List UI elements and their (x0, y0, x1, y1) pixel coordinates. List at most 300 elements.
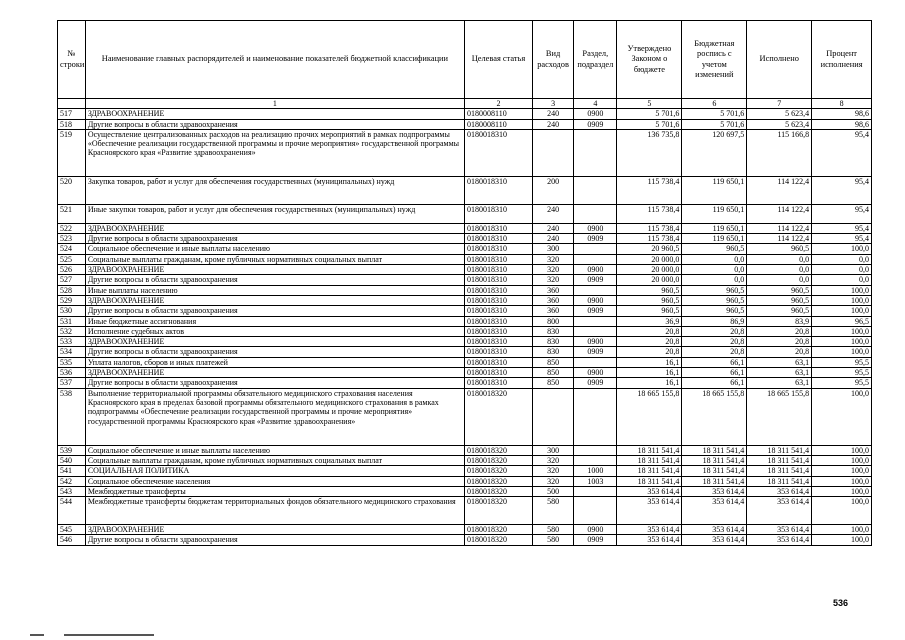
row-expense-type: 850 (532, 368, 573, 378)
row-executed: 63,1 (747, 357, 812, 367)
row-percent: 95,4 (812, 223, 872, 233)
row-percent: 100,0 (812, 525, 872, 535)
row-number: 534 (58, 347, 86, 357)
row-approved: 353 614,4 (617, 486, 682, 496)
row-executed: 5 623,4 (747, 119, 812, 129)
row-target-article: 0180018310 (464, 265, 532, 275)
row-target-article: 0180018310 (464, 244, 532, 254)
row-name: СОЦИАЛЬНАЯ ПОЛИТИКА (85, 466, 464, 476)
row-name: Другие вопросы в области здравоохранения (85, 234, 464, 244)
row-percent: 100,0 (812, 466, 872, 476)
row-name: Иные выплаты населению (85, 285, 464, 295)
row-budget-schedule: 119 650,1 (682, 223, 747, 233)
scan-artifact (64, 634, 154, 636)
table-row (58, 347, 872, 357)
row-section: 0909 (574, 378, 617, 388)
column-number: 4 (574, 99, 617, 109)
row-percent: 95,4 (812, 234, 872, 244)
row-target-article: 0180018320 (464, 486, 532, 496)
table-row (58, 357, 872, 367)
row-target-article: 0180018310 (464, 285, 532, 295)
table-row (58, 535, 872, 545)
row-percent: 95,5 (812, 378, 872, 388)
row-budget-schedule: 20,8 (682, 347, 747, 357)
row-number: 535 (58, 357, 86, 367)
row-expense-type: 240 (532, 234, 573, 244)
row-percent: 0,0 (812, 265, 872, 275)
row-target-article: 0180018320 (464, 466, 532, 476)
table-row (58, 306, 872, 316)
row-budget-schedule: 119 650,1 (682, 234, 747, 244)
row-section: 0900 (574, 368, 617, 378)
row-target-article: 0180018320 (464, 388, 532, 445)
row-budget-schedule: 18 311 541,4 (682, 476, 747, 486)
row-budget-schedule: 353 614,4 (682, 497, 747, 525)
row-section (574, 497, 617, 525)
row-percent: 100,0 (812, 445, 872, 455)
row-executed: 18 311 541,4 (747, 445, 812, 455)
row-expense-type: 320 (532, 254, 573, 264)
row-percent: 100,0 (812, 306, 872, 316)
row-number: 523 (58, 234, 86, 244)
row-section (574, 285, 617, 295)
row-name: Другие вопросы в области здравоохранения (85, 347, 464, 357)
row-name: Исполнение судебных актов (85, 326, 464, 336)
table-row (58, 368, 872, 378)
table-row (58, 525, 872, 535)
row-name: Другие вопросы в области здравоохранения (85, 306, 464, 316)
row-approved: 16,1 (617, 357, 682, 367)
row-section: 0909 (574, 347, 617, 357)
scan-artifact (30, 634, 44, 636)
row-executed: 0,0 (747, 275, 812, 285)
row-section: 0909 (574, 535, 617, 545)
row-budget-schedule: 66,1 (682, 378, 747, 388)
budget-table (57, 20, 872, 546)
row-percent: 95,5 (812, 357, 872, 367)
row-target-article: 0180018320 (464, 535, 532, 545)
row-number: 539 (58, 445, 86, 455)
row-approved: 20,8 (617, 347, 682, 357)
column-number: 5 (617, 99, 682, 109)
table-row (58, 466, 872, 476)
row-expense-type: 240 (532, 204, 573, 223)
row-name: Социальные выплаты гражданам, кроме публичных нормативных социальных выплат (85, 254, 464, 264)
row-target-article: 0180008110 (464, 109, 532, 119)
row-section (574, 455, 617, 465)
row-name: Другие вопросы в области здравоохранения (85, 378, 464, 388)
row-executed: 114 122,4 (747, 204, 812, 223)
table-row (58, 275, 872, 285)
row-name: Другие вопросы в области здравоохранения (85, 119, 464, 129)
row-section (574, 254, 617, 264)
table-row (58, 223, 872, 233)
row-executed: 18 311 541,4 (747, 466, 812, 476)
row-section (574, 129, 617, 176)
row-percent: 95,4 (812, 204, 872, 223)
row-name: ЗДРАВООХРАНЕНИЕ (85, 525, 464, 535)
row-number: 533 (58, 337, 86, 347)
row-section: 0900 (574, 525, 617, 535)
header-row-number: № строки (58, 21, 86, 99)
table-row (58, 176, 872, 204)
row-approved: 115 738,4 (617, 223, 682, 233)
row-number: 526 (58, 265, 86, 275)
row-budget-schedule: 960,5 (682, 295, 747, 305)
table-row (58, 109, 872, 119)
header-expense-type: Вид расходов (532, 21, 573, 99)
row-budget-schedule: 5 701,6 (682, 109, 747, 119)
row-number: 542 (58, 476, 86, 486)
row-name: ЗДРАВООХРАНЕНИЕ (85, 295, 464, 305)
row-approved: 18 311 541,4 (617, 445, 682, 455)
row-section (574, 388, 617, 445)
row-budget-schedule: 20,8 (682, 337, 747, 347)
row-name: ЗДРАВООХРАНЕНИЕ (85, 265, 464, 275)
row-number: 528 (58, 285, 86, 295)
row-name: ЗДРАВООХРАНЕНИЕ (85, 368, 464, 378)
table-row (58, 455, 872, 465)
row-target-article: 0180018310 (464, 275, 532, 285)
table-row (58, 388, 872, 445)
row-expense-type (532, 129, 573, 176)
row-name: Социальное обеспечение населения (85, 476, 464, 486)
row-expense-type: 320 (532, 476, 573, 486)
row-percent: 100,0 (812, 455, 872, 465)
row-section: 0900 (574, 337, 617, 347)
row-approved: 20 000,0 (617, 275, 682, 285)
row-number: 541 (58, 466, 86, 476)
row-target-article: 0180008110 (464, 119, 532, 129)
row-percent: 95,5 (812, 368, 872, 378)
table-row (58, 476, 872, 486)
row-expense-type: 300 (532, 244, 573, 254)
row-percent: 98,6 (812, 109, 872, 119)
header-name: Наименование главных распорядителей и наименование показателей бюджетной классификации (85, 21, 464, 99)
row-target-article: 0180018310 (464, 347, 532, 357)
row-budget-schedule: 20,8 (682, 326, 747, 336)
row-percent: 95,4 (812, 176, 872, 204)
row-percent: 100,0 (812, 285, 872, 295)
row-section (574, 176, 617, 204)
table-row (58, 445, 872, 455)
row-expense-type: 320 (532, 275, 573, 285)
row-number: 538 (58, 388, 86, 445)
row-section: 1000 (574, 466, 617, 476)
row-executed: 63,1 (747, 378, 812, 388)
row-budget-schedule: 66,1 (682, 357, 747, 367)
row-executed: 960,5 (747, 285, 812, 295)
row-percent: 100,0 (812, 388, 872, 445)
row-budget-schedule: 119 650,1 (682, 176, 747, 204)
row-executed: 20,8 (747, 347, 812, 357)
row-section: 0900 (574, 265, 617, 275)
row-approved: 115 738,4 (617, 234, 682, 244)
row-executed: 114 122,4 (747, 176, 812, 204)
row-target-article: 0180018310 (464, 254, 532, 264)
row-expense-type: 850 (532, 357, 573, 367)
row-executed: 63,1 (747, 368, 812, 378)
row-percent: 0,0 (812, 275, 872, 285)
table-row (58, 265, 872, 275)
header-approved: Утверждено Законом о бюджете (617, 21, 682, 99)
row-approved: 16,1 (617, 378, 682, 388)
row-percent: 100,0 (812, 476, 872, 486)
row-name: Закупка товаров, работ и услуг для обеспечения государственных (муниципальных) нужд (85, 176, 464, 204)
row-target-article: 0180018320 (464, 476, 532, 486)
row-approved: 960,5 (617, 306, 682, 316)
row-percent: 100,0 (812, 347, 872, 357)
row-target-article: 0180018320 (464, 525, 532, 535)
table-row (58, 119, 872, 129)
row-name: ЗДРАВООХРАНЕНИЕ (85, 223, 464, 233)
row-number: 527 (58, 275, 86, 285)
row-expense-type: 580 (532, 525, 573, 535)
row-executed: 18 665 155,8 (747, 388, 812, 445)
header-percent: Процент исполнения (812, 21, 872, 99)
row-target-article: 0180018310 (464, 378, 532, 388)
row-section: 0909 (574, 275, 617, 285)
row-number: 518 (58, 119, 86, 129)
row-target-article: 0180018310 (464, 316, 532, 326)
row-target-article: 0180018310 (464, 337, 532, 347)
row-name: ЗДРАВООХРАНЕНИЕ (85, 109, 464, 119)
row-expense-type: 830 (532, 347, 573, 357)
row-section (574, 326, 617, 336)
row-name: Другие вопросы в области здравоохранения (85, 535, 464, 545)
row-budget-schedule: 120 697,5 (682, 129, 747, 176)
row-number: 544 (58, 497, 86, 525)
row-section: 1003 (574, 476, 617, 486)
row-executed: 5 623,4 (747, 109, 812, 119)
header-executed: Исполнено (747, 21, 812, 99)
row-name: Межбюджетные трансферты бюджетам территориальных фондов обязательного медицинского страхования (85, 497, 464, 525)
table-row (58, 285, 872, 295)
table-row (58, 295, 872, 305)
column-number: 8 (812, 99, 872, 109)
row-number: 540 (58, 455, 86, 465)
table-row (58, 378, 872, 388)
row-expense-type: 320 (532, 265, 573, 275)
row-section (574, 357, 617, 367)
row-executed: 353 614,4 (747, 525, 812, 535)
row-executed: 0,0 (747, 254, 812, 264)
row-executed: 353 614,4 (747, 535, 812, 545)
budget-table-sheet (57, 20, 872, 546)
row-number: 525 (58, 254, 86, 264)
row-number: 529 (58, 295, 86, 305)
column-number: 6 (682, 99, 747, 109)
row-budget-schedule: 960,5 (682, 306, 747, 316)
row-name: Уплата налогов, сборов и иных платежей (85, 357, 464, 367)
row-target-article: 0180018310 (464, 234, 532, 244)
row-section (574, 445, 617, 455)
row-section: 0900 (574, 109, 617, 119)
table-row (58, 337, 872, 347)
row-budget-schedule: 86,9 (682, 316, 747, 326)
page-number: 536 (833, 598, 849, 608)
row-approved: 20 960,5 (617, 244, 682, 254)
row-budget-schedule: 18 311 541,4 (682, 455, 747, 465)
table-row (58, 129, 872, 176)
row-percent: 100,0 (812, 337, 872, 347)
row-expense-type: 360 (532, 295, 573, 305)
row-number: 522 (58, 223, 86, 233)
row-budget-schedule: 119 650,1 (682, 204, 747, 223)
row-executed: 83,9 (747, 316, 812, 326)
row-name: Выполнение территориальной программы обязательного медицинского страхования населения Красноярского края в пределах базовой программы обязательного медицинского страхования в рамках подпрограммы «Обеспечение реализации государственной программы и прочие мероприятия» государственной программы Красноярского края «Развитие здравоохранения» (85, 388, 464, 445)
row-percent: 0,0 (812, 254, 872, 264)
row-expense-type: 830 (532, 337, 573, 347)
row-executed: 353 614,4 (747, 486, 812, 496)
table-row (58, 326, 872, 336)
row-name: Другие вопросы в области здравоохранения (85, 275, 464, 285)
table-row (58, 244, 872, 254)
row-approved: 20,8 (617, 337, 682, 347)
row-executed: 115 166,8 (747, 129, 812, 176)
row-target-article: 0180018310 (464, 306, 532, 316)
row-expense-type: 240 (532, 119, 573, 129)
row-name: Социальное обеспечение и иные выплаты населению (85, 445, 464, 455)
row-approved: 115 738,4 (617, 176, 682, 204)
row-executed: 18 311 541,4 (747, 455, 812, 465)
row-target-article: 0180018310 (464, 204, 532, 223)
header-section: Раздел, подраздел (574, 21, 617, 99)
row-target-article: 0180018320 (464, 445, 532, 455)
row-name: Осуществление централизованных расходов на реализацию прочих мероприятий в рамках подпрограммы «Обеспечение реализации государственной программы и прочие мероприятия» государственной программы Красноярского края «Развитие здравоохранения» (85, 129, 464, 176)
row-approved: 16,1 (617, 368, 682, 378)
row-executed: 114 122,4 (747, 223, 812, 233)
row-number: 524 (58, 244, 86, 254)
row-number: 536 (58, 368, 86, 378)
row-percent: 100,0 (812, 244, 872, 254)
row-budget-schedule: 5 701,6 (682, 119, 747, 129)
row-approved: 36,9 (617, 316, 682, 326)
row-budget-schedule: 353 614,4 (682, 535, 747, 545)
table-row (58, 254, 872, 264)
row-executed: 960,5 (747, 295, 812, 305)
row-section (574, 244, 617, 254)
header-budget-schedule: Бюджетная роспись с учетом изменений (682, 21, 747, 99)
row-target-article: 0180018320 (464, 497, 532, 525)
row-target-article: 0180018310 (464, 129, 532, 176)
row-approved: 20,8 (617, 326, 682, 336)
row-number: 519 (58, 129, 86, 176)
row-approved: 18 311 541,4 (617, 455, 682, 465)
row-approved: 5 701,6 (617, 119, 682, 129)
row-percent: 100,0 (812, 326, 872, 336)
row-approved: 20 000,0 (617, 265, 682, 275)
table-row (58, 316, 872, 326)
row-expense-type: 500 (532, 486, 573, 496)
row-approved: 5 701,6 (617, 109, 682, 119)
row-budget-schedule: 18 311 541,4 (682, 445, 747, 455)
row-percent: 95,4 (812, 129, 872, 176)
table-row (58, 486, 872, 496)
row-executed: 20,8 (747, 326, 812, 336)
column-number: 2 (464, 99, 532, 109)
table-row (58, 204, 872, 223)
row-expense-type: 240 (532, 109, 573, 119)
row-approved: 353 614,4 (617, 497, 682, 525)
row-percent: 98,6 (812, 119, 872, 129)
row-expense-type: 580 (532, 535, 573, 545)
row-target-article: 0180018320 (464, 455, 532, 465)
row-target-article: 0180018310 (464, 357, 532, 367)
row-executed: 0,0 (747, 265, 812, 275)
row-budget-schedule: 960,5 (682, 244, 747, 254)
row-expense-type: 320 (532, 466, 573, 476)
column-number: 7 (747, 99, 812, 109)
row-number: 537 (58, 378, 86, 388)
row-target-article: 0180018310 (464, 295, 532, 305)
row-budget-schedule: 353 614,4 (682, 525, 747, 535)
row-target-article: 0180018310 (464, 176, 532, 204)
row-expense-type: 240 (532, 223, 573, 233)
table-header-row (58, 21, 872, 99)
row-target-article: 0180018310 (464, 223, 532, 233)
row-section: 0900 (574, 223, 617, 233)
row-name: Социальное обеспечение и иные выплаты населению (85, 244, 464, 254)
row-approved: 18 311 541,4 (617, 476, 682, 486)
row-name: Иные бюджетные ассигнования (85, 316, 464, 326)
row-section: 0909 (574, 306, 617, 316)
row-approved: 960,5 (617, 295, 682, 305)
row-percent: 100,0 (812, 486, 872, 496)
row-executed: 18 311 541,4 (747, 476, 812, 486)
row-budget-schedule: 0,0 (682, 254, 747, 264)
row-section (574, 486, 617, 496)
row-number: 532 (58, 326, 86, 336)
table-row (58, 497, 872, 525)
row-executed: 960,5 (747, 244, 812, 254)
row-expense-type: 580 (532, 497, 573, 525)
row-expense-type: 800 (532, 316, 573, 326)
row-budget-schedule: 0,0 (682, 265, 747, 275)
row-percent: 100,0 (812, 497, 872, 525)
row-section: 0909 (574, 234, 617, 244)
row-approved: 353 614,4 (617, 535, 682, 545)
row-name: Иные закупки товаров, работ и услуг для обеспечения государственных (муниципальных) нужд (85, 204, 464, 223)
column-number: 3 (532, 99, 573, 109)
row-budget-schedule: 960,5 (682, 285, 747, 295)
row-budget-schedule: 353 614,4 (682, 486, 747, 496)
row-number: 543 (58, 486, 86, 496)
row-expense-type: 200 (532, 176, 573, 204)
row-approved: 18 311 541,4 (617, 466, 682, 476)
column-number: 1 (85, 99, 464, 109)
header-target-article: Целевая статья (464, 21, 532, 99)
row-expense-type: 320 (532, 455, 573, 465)
row-section: 0900 (574, 295, 617, 305)
row-expense-type: 300 (532, 445, 573, 455)
row-percent: 100,0 (812, 535, 872, 545)
row-expense-type (532, 388, 573, 445)
table-row (58, 234, 872, 244)
row-approved: 18 665 155,8 (617, 388, 682, 445)
row-section (574, 204, 617, 223)
row-number: 517 (58, 109, 86, 119)
row-executed: 960,5 (747, 306, 812, 316)
row-budget-schedule: 66,1 (682, 368, 747, 378)
column-number-row (58, 99, 872, 109)
row-percent: 96,5 (812, 316, 872, 326)
row-executed: 114 122,4 (747, 234, 812, 244)
row-budget-schedule: 18 665 155,8 (682, 388, 747, 445)
row-executed: 353 614,4 (747, 497, 812, 525)
row-number: 545 (58, 525, 86, 535)
row-target-article: 0180018310 (464, 326, 532, 336)
